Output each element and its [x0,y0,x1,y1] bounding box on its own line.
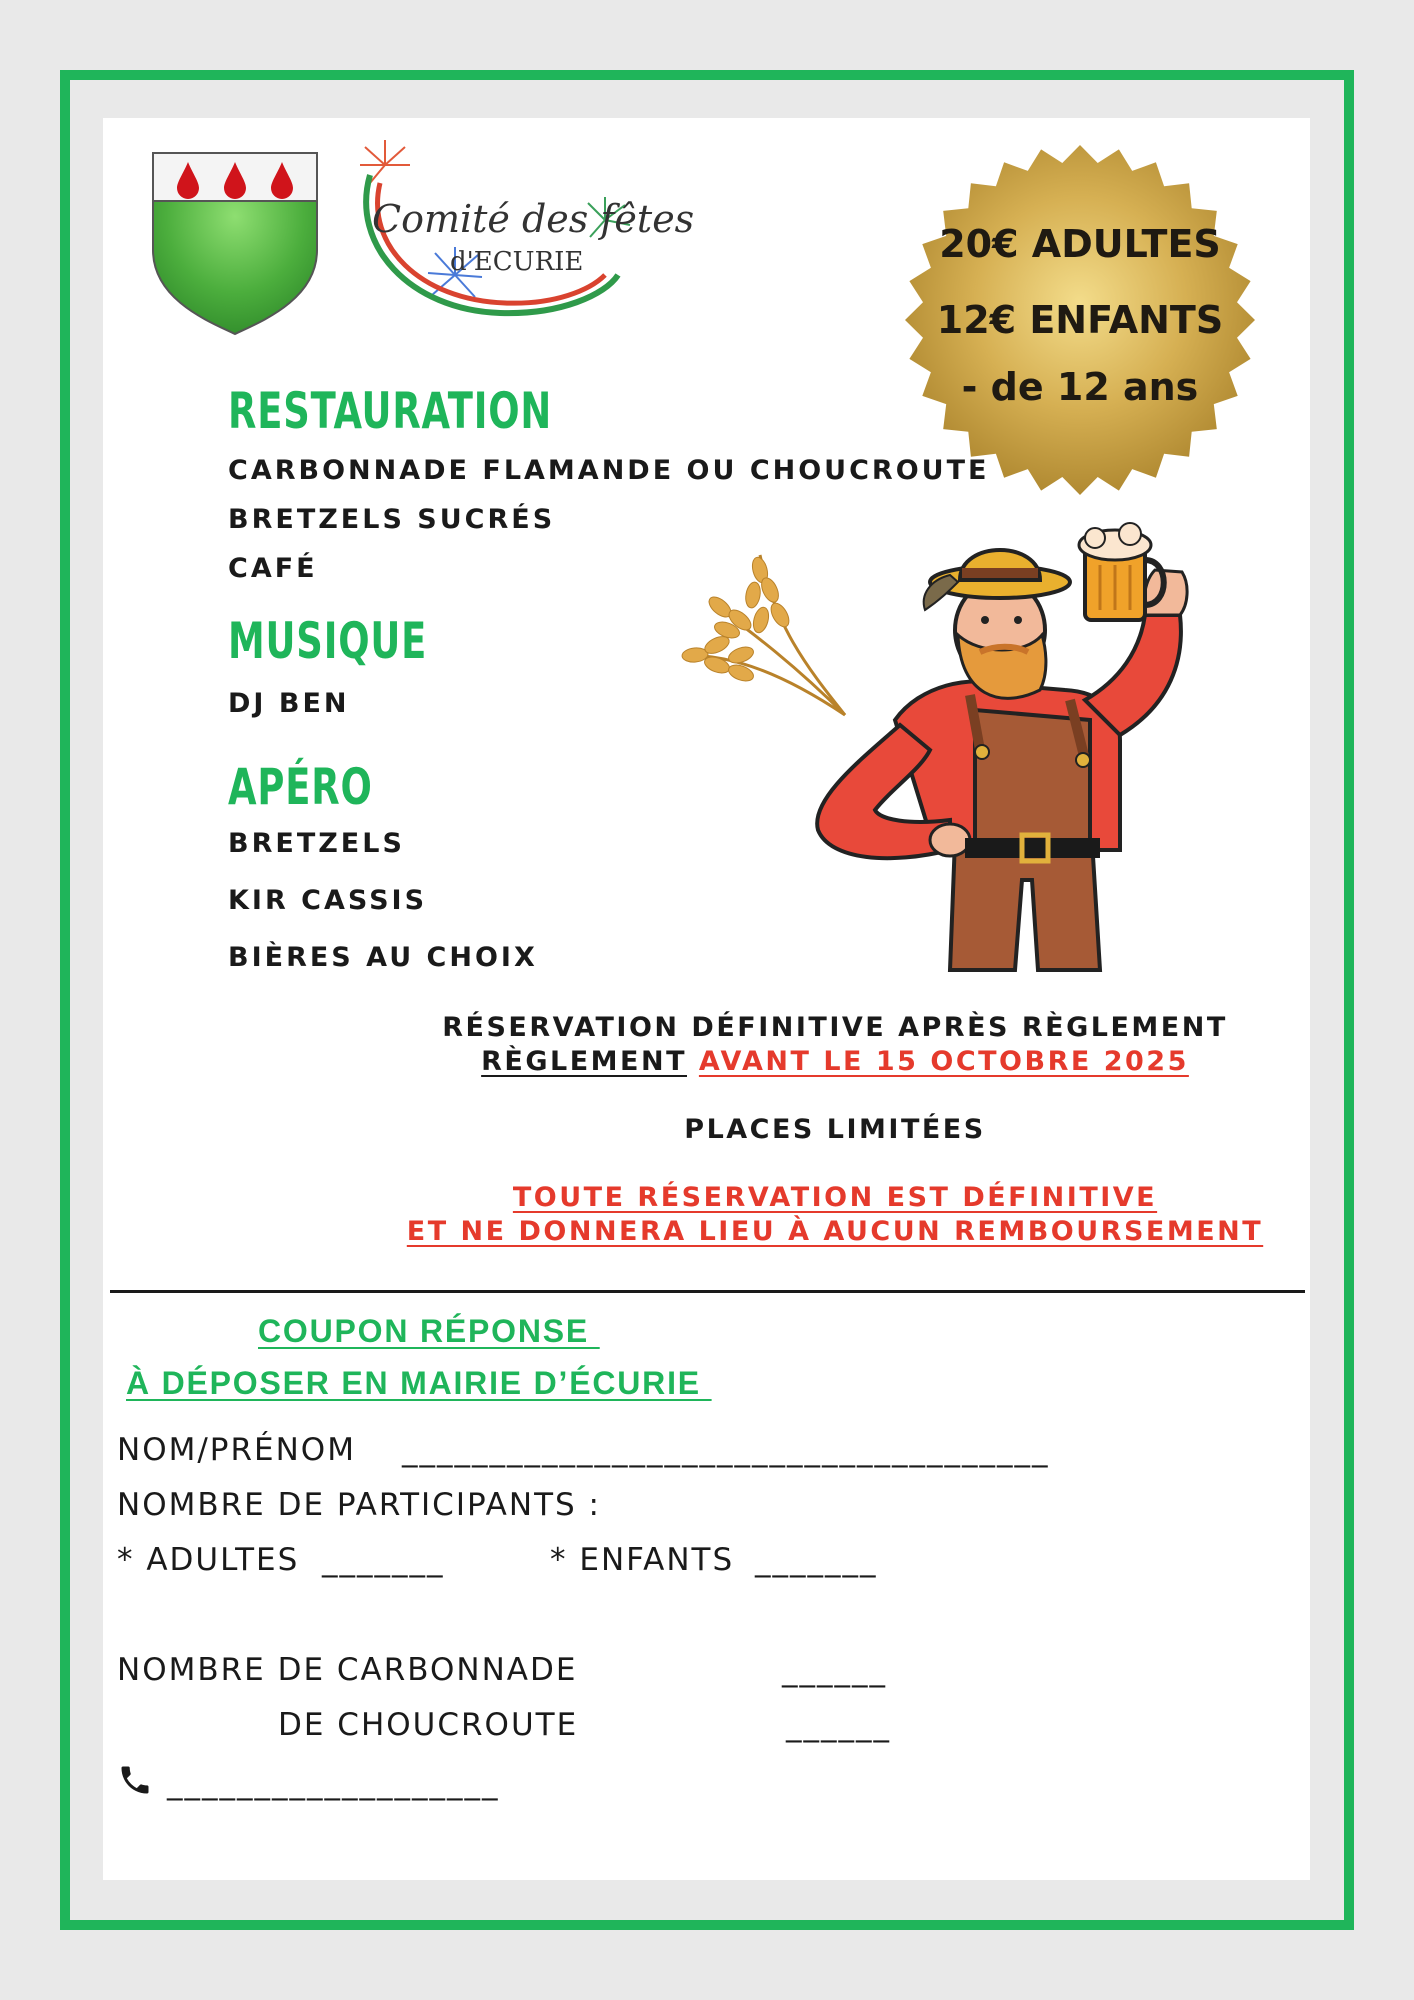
menu-item: BIÈRES AU CHOIX [228,942,538,973]
price-adults: 20€ ADULTES [939,222,1221,266]
reglement-label: RÈGLEMENT [481,1046,687,1077]
adults-label: * ADULTES [117,1542,300,1578]
heading-apero: APÉRO [228,758,373,816]
comite-logo-subtitle: d'ECURIE [450,247,584,277]
menu-item: CARBONNADE FLAMANDE OU CHOUCROUTE [228,455,990,486]
comite-logo [350,135,695,325]
menu-item: KIR CASSIS [228,885,428,916]
price-children: 12€ ENFANTS [936,298,1224,342]
notice-places-limitees: PLACES LIMITÉES [684,1114,986,1145]
name-label: NOM/PRÉNOM [117,1432,356,1468]
heading-restauration: RESTAURATION [228,382,553,440]
coupon-subtitle: À DÉPOSER EN MAIRIE D’ÉCURIE [126,1365,712,1401]
participants-label: NOMBRE DE PARTICIPANTS : [117,1487,601,1523]
choucroute-label: DE CHOUCROUTE [278,1707,579,1743]
children-field[interactable]: _______ [755,1542,878,1578]
bavarian-man-illustration [800,520,1220,975]
carbonnade-label: NOMBRE DE CARBONNADE [117,1652,578,1688]
notice-warning-line2: ET NE DONNERA LIEU À AUCUN REMBOURSEMENT [406,1216,1264,1247]
notice-reservation: RÉSERVATION DÉFINITIVE APRÈS RÈGLEMENT [442,1012,1228,1043]
cut-line-divider [110,1290,1305,1293]
name-field[interactable]: _____________________________________ [402,1432,1050,1468]
coat-of-arms-icon [150,150,320,336]
menu-item: DJ BEN [228,688,350,719]
coupon-title: COUPON RÉPONSE [258,1313,600,1349]
price-children-age: - de 12 ans [961,365,1199,409]
menu-item: BRETZELS [228,828,405,859]
menu-item: CAFÉ [228,553,318,584]
choucroute-field[interactable]: ______ [786,1707,891,1743]
comite-logo-title: Comité des fêtes [372,197,695,241]
price-badge [900,140,1260,500]
heading-musique: MUSIQUE [228,612,428,670]
phone-icon [117,1762,153,1798]
carbonnade-field[interactable]: ______ [782,1652,887,1688]
reglement-deadline: AVANT LE 15 OCTOBRE 2025 [698,1046,1189,1077]
children-label: * ENFANTS [550,1542,735,1578]
notice-warning-line1: TOUTE RÉSERVATION EST DÉFINITIVE [512,1182,1158,1213]
notice-reglement [300,1046,1370,1077]
phone-field[interactable]: ___________________ [167,1765,500,1801]
adults-field[interactable]: _______ [322,1542,445,1578]
menu-item: BRETZELS SUCRÉS [228,504,556,535]
